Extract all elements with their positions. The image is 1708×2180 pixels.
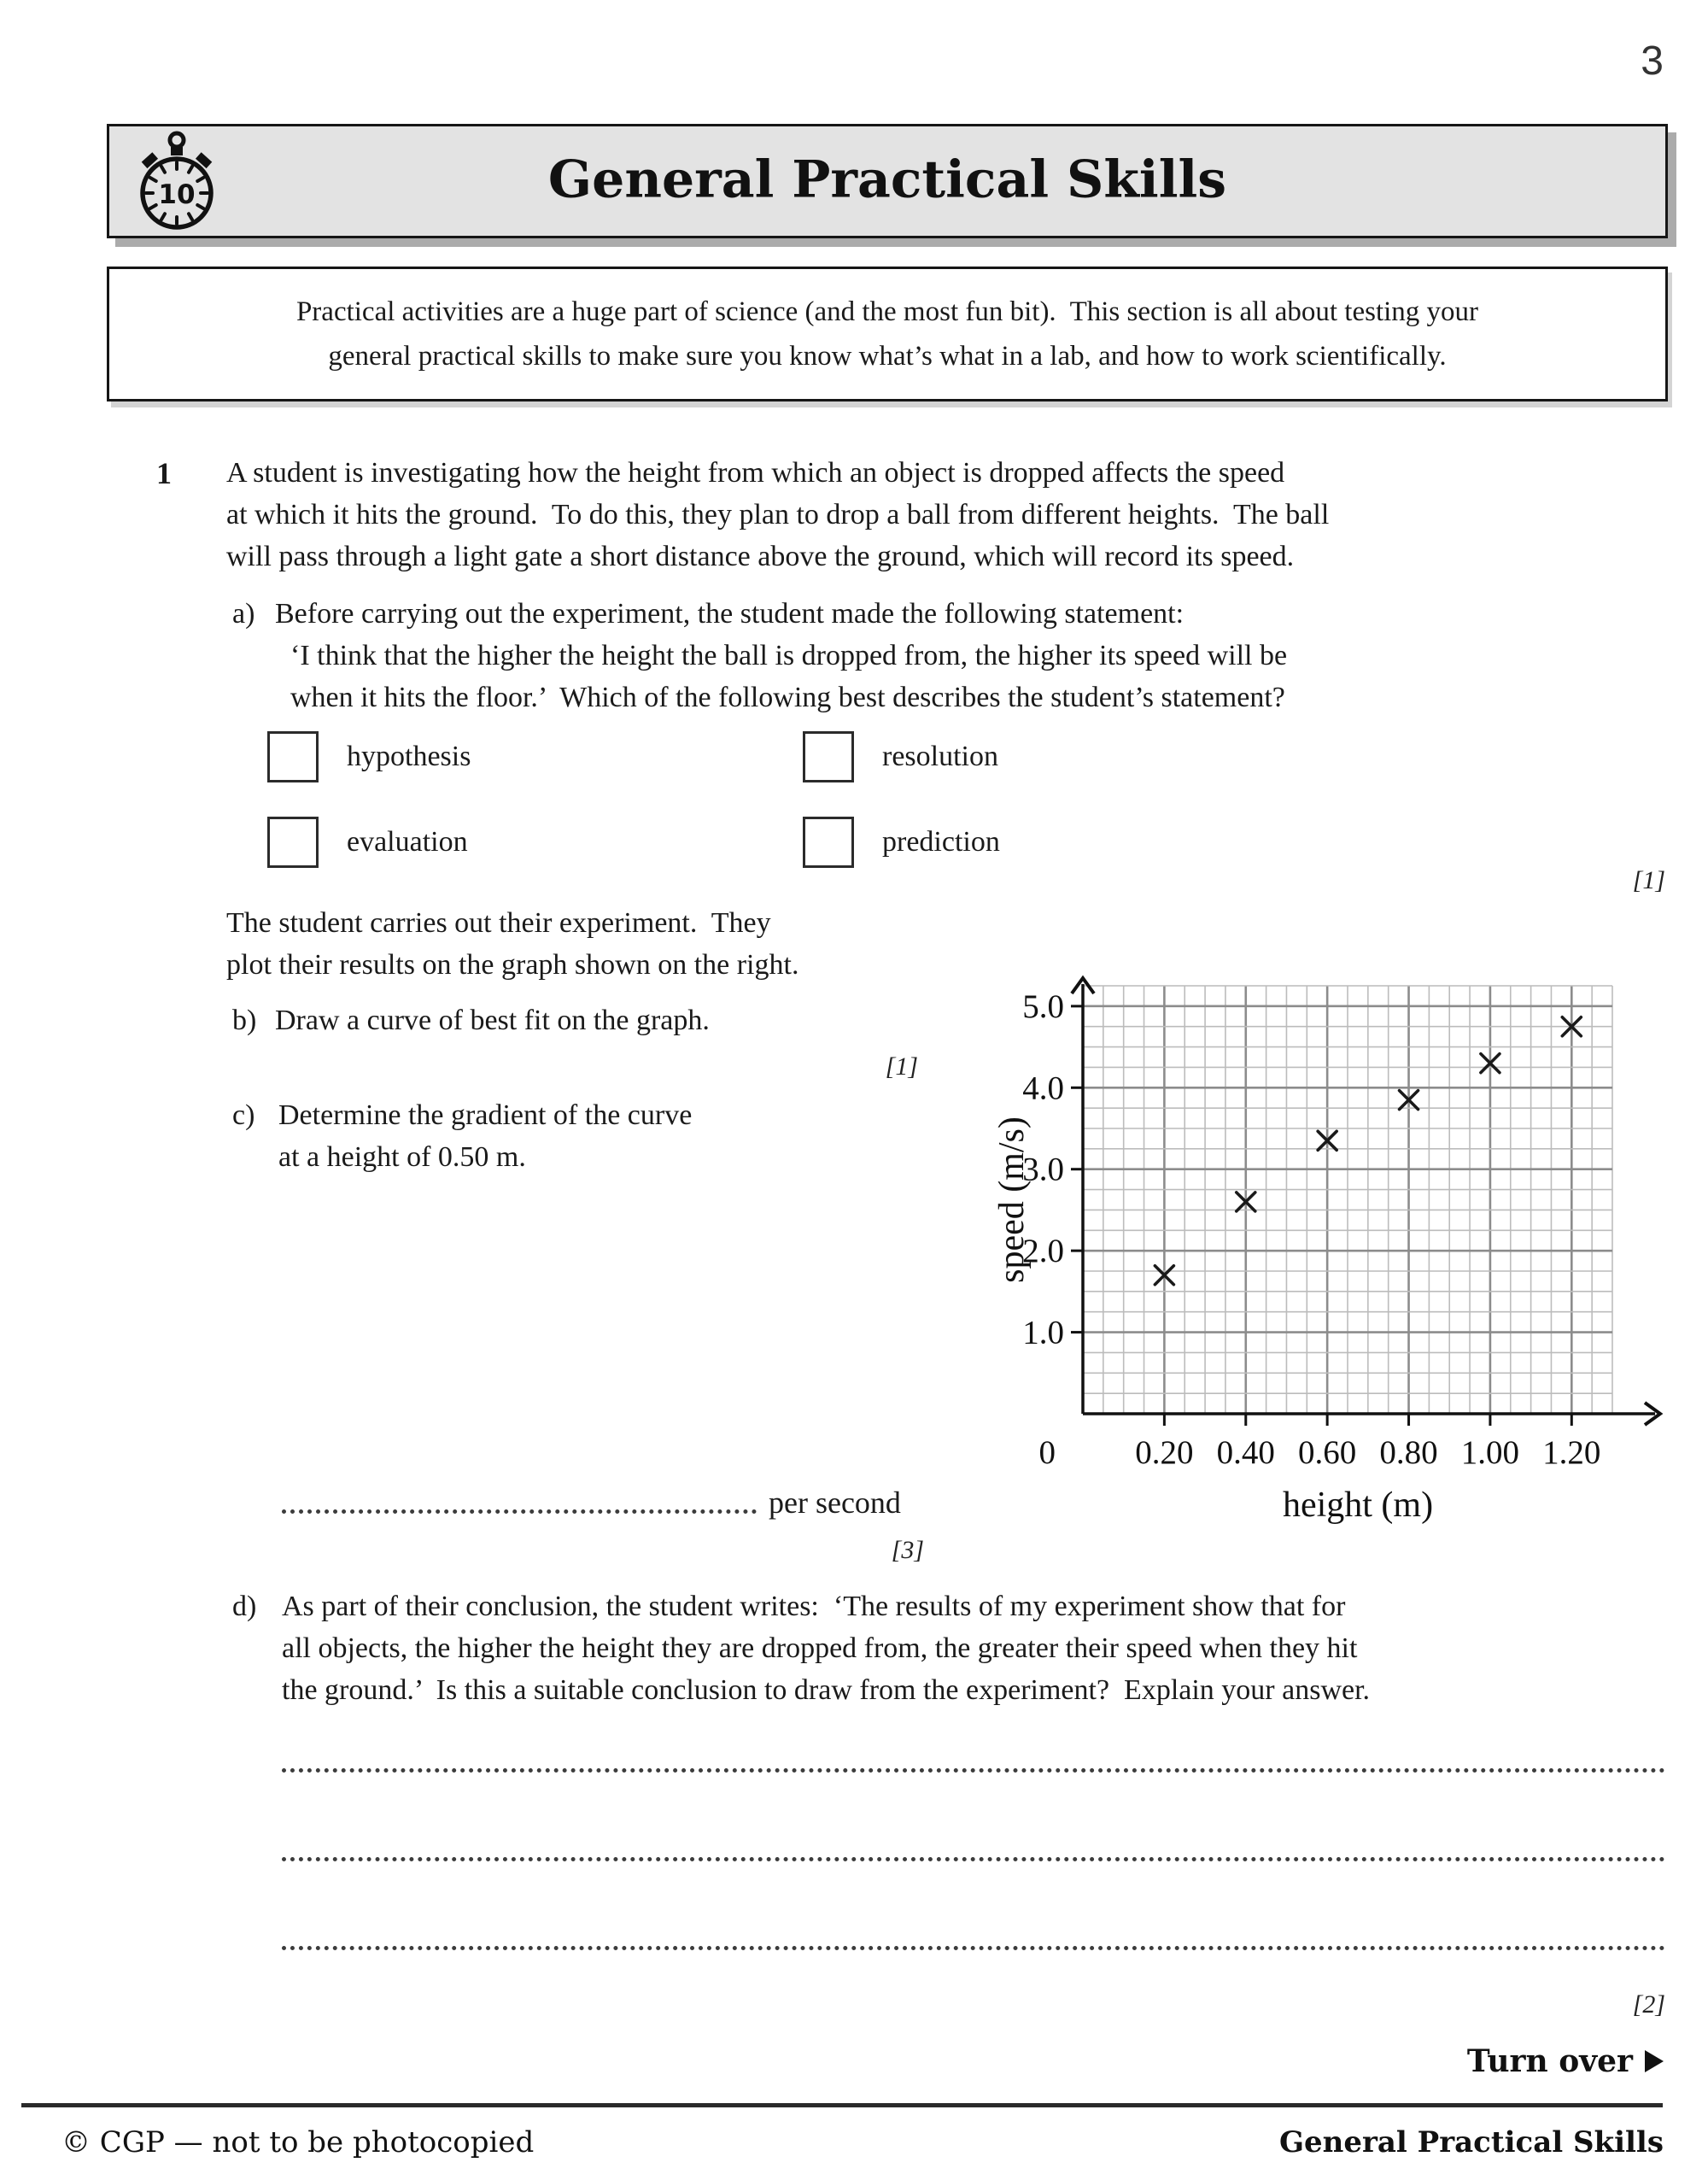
svg-text:speed (m/s): speed (m/s) [992,1116,1032,1283]
part-c-line: Determine the gradient of the curve [278,1099,693,1131]
option-evaluation [267,817,468,868]
svg-text:2.0: 2.0 [1022,1233,1064,1270]
between-line: The student carries out their experiment. They [226,907,771,939]
svg-text:1.20: 1.20 [1542,1434,1601,1471]
intro-line: Practical activities are a huge part of science (and the most fun bit). This section is all about testing your [295,296,1479,327]
answer-line-3[interactable] [282,1946,1665,1950]
part-a-line: Before carrying out the experiment, the student made the following statement: [275,598,1184,630]
answer-line-2[interactable] [282,1857,1665,1861]
part-c-answer-line[interactable] [282,1485,901,1521]
answer-dotted-leader[interactable] [282,1509,757,1514]
part-c-label: c) [232,1099,255,1131]
page-title: General Practical Skills [547,149,1227,210]
answer-line-1[interactable] [282,1768,1665,1773]
option-prediction [803,817,1000,868]
mark-part-b: [1] [885,1052,918,1081]
question-number: 1 [156,456,172,490]
footer-section-name: General Practical Skills [1278,2125,1664,2159]
svg-text:5.0: 5.0 [1022,987,1064,1025]
option-label: resolution [882,741,998,772]
svg-text:height (m): height (m) [1282,1486,1434,1525]
part-a-line: ‘I think that the higher the height the ball is dropped from, the higher its speed will be [290,640,1288,671]
part-c-line: at a height of 0.50 m. [278,1141,526,1173]
results-graph [965,972,1691,1553]
part-b-text: Draw a curve of best fit on the graph. [275,1005,710,1036]
svg-text:1.00: 1.00 [1460,1434,1520,1471]
svg-text:0.80: 0.80 [1379,1434,1438,1471]
mark-part-d: [2] [1632,1990,1665,2019]
part-d-line: all objects, the higher the height they are dropped from, the greater their speed when they hit [282,1632,1358,1664]
part-d-label: d) [232,1591,257,1622]
checkbox-prediction[interactable] [803,817,854,868]
part-a-line: when it hits the floor.’ Which of the following best describes the student’s statement? [290,682,1285,713]
between-line: plot their results on the graph shown on the right. [226,949,799,981]
intro-line: general practical skills to make sure you know what’s what in a lab, and how to work scientifically. [328,341,1447,372]
part-a-label: a) [232,598,255,630]
svg-text:1.0: 1.0 [1022,1314,1064,1351]
svg-text:0.20: 0.20 [1135,1434,1194,1471]
checkbox-hypothesis[interactable] [267,731,319,782]
option-label: hypothesis [347,741,471,772]
part-d-line: As part of their conclusion, the student writes: ‘The results of my experiment show that for [282,1591,1346,1622]
turn-over-arrow-icon [1645,2050,1664,2072]
checkbox-evaluation[interactable] [267,817,319,868]
question-text-line: will pass through a light gate a short distance above the ground, which will record its speed. [226,541,1295,572]
svg-text:0.60: 0.60 [1298,1434,1357,1471]
option-label: evaluation [347,826,468,858]
question-text-line: at which it hits the ground. To do this, they plan to drop a ball from different heights. The ball [226,499,1330,530]
part-d-line: the ground.’ Is this a suitable conclusion to draw from the experiment? Explain your answer. [282,1674,1371,1706]
section-header [107,124,1668,238]
part-b-label: b) [232,1005,257,1036]
turn-over-label: Turn over [1466,2043,1633,2079]
footer-copyright: © CGP — not to be photocopied [61,2125,535,2159]
svg-text:3.0: 3.0 [1022,1151,1064,1188]
mark-part-a: [1] [1632,866,1665,894]
option-label: prediction [882,826,1000,858]
question-text-line: A student is investigating how the height from which an object is dropped affects the speed [226,457,1285,489]
option-hypothesis [267,731,471,782]
svg-text:0.40: 0.40 [1216,1434,1275,1471]
svg-text:0: 0 [1038,1434,1056,1471]
section-intro-box [107,267,1668,401]
turn-over [1467,2043,1664,2079]
checkbox-resolution[interactable] [803,731,854,782]
option-resolution [803,731,998,782]
mark-part-c: [3] [891,1536,924,1564]
footer-rule [21,2103,1663,2107]
stopwatch-minutes: 10 [158,179,196,210]
answer-unit-label: per second [769,1486,901,1520]
page-number: 3 [1641,38,1664,84]
svg-text:4.0: 4.0 [1022,1069,1064,1107]
